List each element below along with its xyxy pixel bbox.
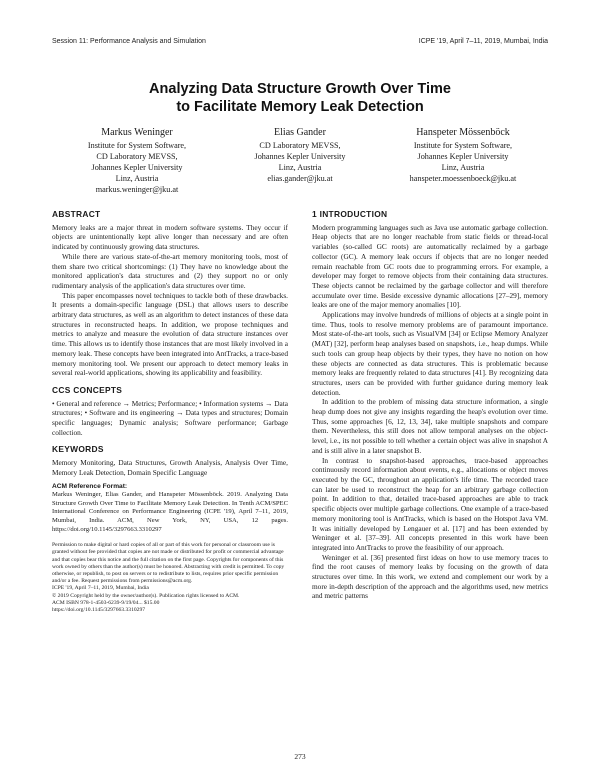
- permission-conference: ICPE '19, April 7–11, 2019, Mumbai, India: [52, 585, 149, 592]
- author-affiliation: Institute for System Software,: [413, 141, 513, 150]
- paper-title-line-1: Analyzing Data Structure Growth Over Time: [149, 81, 451, 97]
- introduction-paragraph: In contrast to snapshot-based approaches, trace-based approaches continuously record information about events, e.g., allocations or object moves executed by the GC, throughout an application's life time. The recorded trace can later be used to reconstruct the heap for an arbitrary garbage collection point. In addition to that, detailed trace-based approaches are able to track specific objects over multiple garbage collections. One example of a trace-based memory monitoring tool is AntTracks, which is based on the Hotspot Java VM. It was initially developed by Lengauer et al. [17] and has been extended by Weninger et al. [37–39]. All concepts presented in this work have been integrated into AntTracks to prove the feasibility of our approach.: [312, 455, 548, 552]
- permission-doi-link[interactable]: https://doi.org/10.1145/3297663.3310297: [52, 607, 146, 614]
- page-number: 273: [294, 752, 306, 761]
- keywords-text: Memory Monitoring, Data Structures, Growth Analysis, Analysis Over Time, Memory Leak Detection, Domain Specific Language: [52, 458, 288, 477]
- introduction-paragraph: In addition to the problem of missing data structure information, a single heap dump does not give any insights regarding the heap's evolution over time. Thus, some approaches [6, 12, 13, 34], take multiple snapshots and compare them. Nevertheless, this still does not allow temporal analyses on the object-level, i.e., its not possible to tell whether a certain object was alive in snapshot A and is still alive in a later snapshot B.: [312, 397, 548, 455]
- introduction-paragraph: Weninger et al. [36] presented first ideas on how to use memory traces to find the root causes of memory leaks by focusing on the growth of data structures over time. In this work, we extend and complement our work by a more in-depth description of the approach and the algorithms used, new metrics and metric patterns: [312, 552, 548, 601]
- author-affiliation: Johannes Kepler University: [417, 152, 509, 161]
- permission-copyright: © 2019 Copyright held by the owner/author(s). Publication rights licensed to ACM.: [52, 592, 240, 599]
- introduction-paragraph: Applications may involve hundreds of millions of objects at a single point in time. Thus, tools to resolve memory problems are of paramount importance. Most state-of-the-art tools, such as VisualVM [34] or Eclipse Memory Analyzer (MAT) [32], perform heap analyses based on snapshots, i.e., heap dumps. While such tools can group heap objects by their types, they have no notion on how these objects are connected as data structures. This is problematic because memory leaks are frequently related to data structures [41]. By recognizing data structures, users can be provided with further guidance during memory leak detection.: [312, 310, 548, 397]
- author-name: Hanspeter Mössenböck: [416, 127, 510, 138]
- right-column: [312, 210, 548, 601]
- author-email[interactable]: hanspeter.moessenboeck@jku.at: [409, 174, 517, 183]
- introduction-heading: 1 INTRODUCTION: [312, 209, 388, 219]
- author-email[interactable]: markus.weninger@jku.at: [95, 185, 179, 194]
- author-affiliation: CD Laboratory MEVSS,: [96, 152, 178, 161]
- author-affiliation: CD Laboratory MEVSS,: [259, 141, 341, 150]
- ccs-text: • General and reference → Metrics; Performance; • Information systems → Data structures; • Software and its engineering → Data types and structures; Domain specific languages; Dynamic analysis; Software performance; Garbage collection.: [52, 398, 288, 437]
- introduction-paragraph: Modern programming languages such as Java use automatic garbage collection. Heap objects that are no longer reachable from static fields or thread-local variables (so-called GC roots) are automatically reclaimed by a garbage collector (GC). A memory leak occurs if objects that are no longer needed remain reachable from GC roots due to programming errors. For example, a developer may forget to remove objects from their containing data structures. These objects cannot be reclaimed by the garbage collector and will therefore accumulate over time. Beside excessive dynamic allocations [27–29], memory leaks are one of the major memory anomalies [10].: [312, 222, 548, 310]
- left-column: [52, 210, 288, 614]
- author-affiliation: Linz, Austria: [115, 174, 159, 183]
- author-affiliation: Institute for System Software,: [87, 141, 187, 150]
- author-affiliation: Linz, Austria: [441, 163, 485, 172]
- author-3: [378, 126, 548, 184]
- author-name: Markus Weninger: [101, 127, 173, 138]
- ccs-section: [52, 386, 288, 438]
- abstract-paragraph: Memory leaks are a major threat in modern software systems. They occur if objects are unintentionally kept alive longer than necessary and are often indicated by continuously growing data structures.: [52, 222, 288, 252]
- author-name: Elias Gander: [274, 127, 326, 138]
- permission-text: Permission to make digital or hard copies of all or part of this work for personal or classroom use is granted without fee provided that copies are not made or distributed for profit or commercial advantage and that copies bear this notice and the full citation on the first page. Copyrights for components of this work owned by others than the author(s) must be honored. Abstracting with credit is permitted. To copy otherwise, or republish, to post on servers or to redistribute to lists, requires prior specific permission and/or a fee. Request permissions from permissions@acm.org.: [52, 542, 285, 585]
- abstract-paragraph: While there are various state-of-the-art memory monitoring tools, most of them share two critical shortcomings: (1) They have no knowledge about the monitored application's data structures and (2) they support no or only rudimentary analysis of the application's data structures over time.: [52, 251, 288, 290]
- author-2: [215, 126, 385, 184]
- paper-title: [0, 80, 600, 116]
- introduction-section: [312, 210, 548, 601]
- author-email[interactable]: elias.gander@jku.at: [267, 174, 333, 183]
- abstract-section: [52, 210, 288, 378]
- author-affiliation: Johannes Kepler University: [91, 163, 183, 172]
- keywords-heading: KEYWORDS: [52, 444, 104, 455]
- running-head-conference: ICPE '19, April 7–11, 2019, Mumbai, India: [418, 38, 548, 45]
- permission-isbn: ACM ISBN 978-1-4503-6239-9/19/04... $15.00: [52, 599, 160, 606]
- running-head-session: Session 11: Performance Analysis and Simulation: [52, 38, 206, 45]
- author-affiliation: Johannes Kepler University: [254, 152, 346, 161]
- keywords-section: [52, 445, 288, 477]
- author-affiliation: Linz, Austria: [278, 163, 322, 172]
- abstract-heading: ABSTRACT: [52, 209, 101, 219]
- author-block: [52, 126, 548, 206]
- acm-reference-heading: ACM Reference Format:: [52, 482, 128, 490]
- acm-reference-section: [52, 482, 288, 535]
- paper-title-line-2: to Facilitate Memory Leak Detection: [176, 99, 424, 115]
- acm-reference-text: Markus Weninger, Elias Gander, and Hanspeter Mössenböck. 2019. Analyzing Data Structure Growth Over Time to Facilitate Memory Leak Detection. In Tenth ACM/SPEC International Conference on Performance Engineering (ICPE '19), April 7–11, 2019, Mumbai, India. ACM, New York, NY, USA, 12 pages. https://doi.org/10.1145/3297663.3310297: [52, 491, 288, 533]
- ccs-heading: CCS CONCEPTS: [52, 384, 123, 395]
- abstract-paragraph: This paper encompasses novel techniques to tackle both of these drawbacks. It presents a domain-specific language (DSL) that allows users to describe arbitrary data structures, as well as an algorithm to detect instances of these data structures in reconstructed heaps. In addition, we propose techniques and metrics to analyze and measure the evolution of data structure instances over time. This allows us to identify those instances that are most likely involved in a memory leak. These concepts have been integrated into AntTracks, a trace-based memory monitoring tool. We present our approach to detect memory leaks in several real-world applications, showing its applicability and feasibility.: [52, 290, 288, 378]
- author-1: [52, 126, 222, 195]
- permission-notice: [52, 542, 288, 614]
